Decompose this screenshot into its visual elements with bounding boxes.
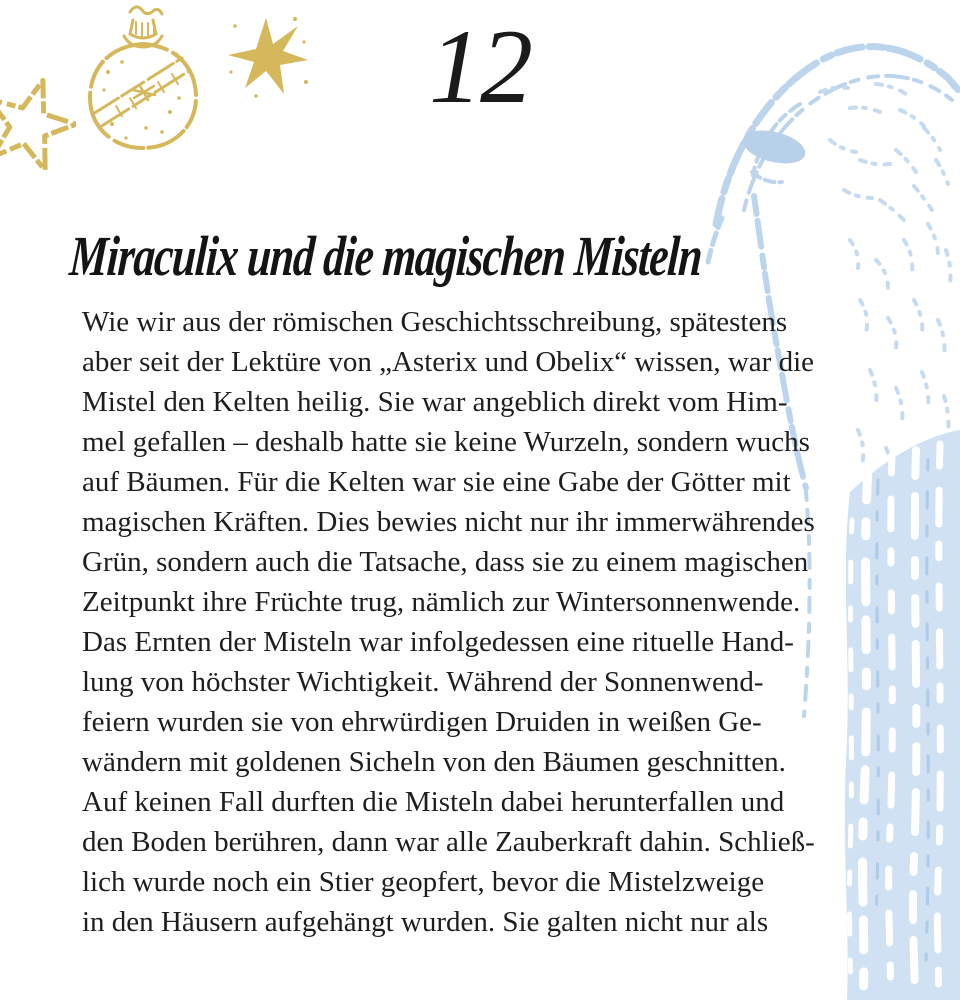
text-line: lich wurde noch ein Stier geopfert, bevor die Mistelzweige [82,866,765,898]
text-line: Zeitpunkt ihre Früchte trug, nämlich zur Wintersonnenwende. [82,586,801,618]
body-text [82,302,894,942]
text-line: in den Häusern aufgehängt wurden. Sie galten nicht nur als [82,906,769,938]
text-line: Mistel den Kelten heilig. Sie war angeblich direkt vom Him- [82,386,788,418]
text-line: Das Ernten der Misteln war infolgedessen eine rituelle Hand- [82,626,794,658]
text-line: den Boden berühren, dann war alle Zauberkraft dahin. Schließ- [82,826,815,858]
text-line: feiern wurden sie von ehrwürdigen Druiden in weißen Ge- [82,706,762,738]
text-line: lung von höchster Wichtigkeit. Während der Sonnenwend- [82,666,764,698]
text-line: mel gefallen – deshalb hatte sie keine Wurzeln, sondern wuchs [82,426,810,458]
text-line: magischen Kräften. Dies bewies nicht nur ihr immerwährendes [82,506,815,538]
owl-eye [739,125,808,170]
chapter-number: 12 [429,8,531,125]
text-line: wändern mit goldenen Sicheln von den Bäumen geschnitten. [82,746,786,778]
text-line: aber seit der Lektüre von „Asterix und Obelix“ wissen, war die [82,346,815,378]
text-line: Grün, sondern auch die Tatsache, dass sie zu einem magischen [82,546,809,578]
text-line: auf Bäumen. Für die Kelten war sie eine Gabe der Götter mit [82,466,791,498]
text-line: Wie wir aus der römischen Geschichtsschreibung, spätestens [82,306,788,338]
chapter-title: Miraculix und die magischen Misteln [67,226,704,289]
text-line: Auf keinen Fall durften die Misteln dabei herunterfallen und [82,786,785,818]
